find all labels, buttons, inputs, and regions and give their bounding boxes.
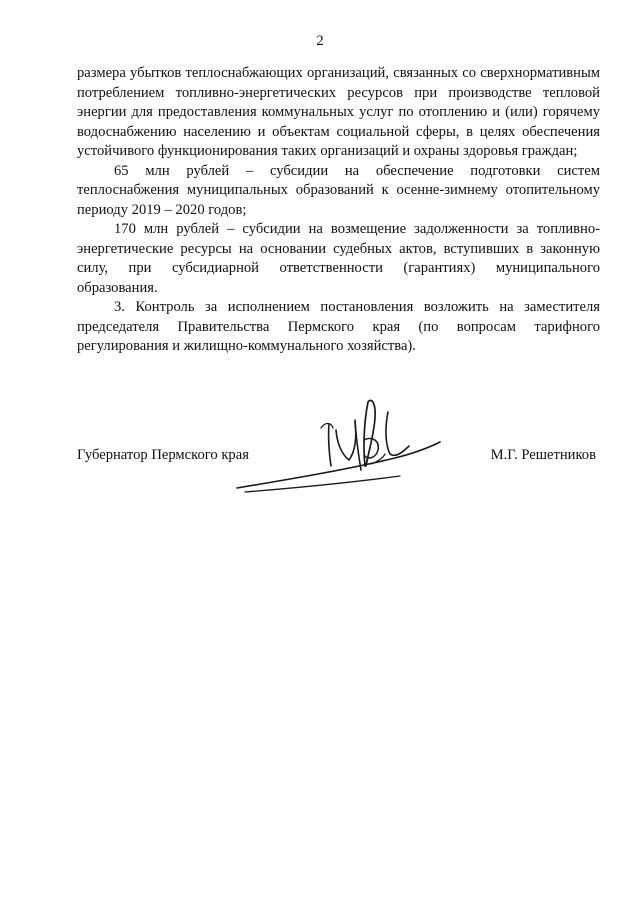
- signature-stroke: [336, 422, 356, 460]
- signer-title: Губернатор Пермского края: [77, 447, 249, 463]
- signature-stroke: [321, 424, 333, 429]
- handwritten-signature: [225, 392, 475, 502]
- paragraph-loss-compensation: размера убытков теплоснабжающих организаций, связанных со сверхнормативным потреблением топливно-энергетических ресурсов при производстве тепловой энергии для предоставления коммунальных услуг по отоплению и (или) горячему водоснабжению населению и объектам социальной сферы, в целях обеспечения устойчивого функционирования таких организаций и охраны здоровья граждан;: [77, 65, 600, 159]
- signer-name: М.Г. Решетников: [490, 447, 596, 463]
- signature-stroke: [355, 420, 361, 470]
- document-body: [77, 64, 600, 357]
- signature-stroke: [329, 424, 331, 466]
- signature-stroke: [245, 476, 400, 492]
- signature-stroke: [237, 442, 440, 488]
- page-number: 2: [316, 33, 324, 49]
- signature-stroke: [386, 412, 409, 455]
- paragraph-debt-compensation-subsidy: 170 млн рублей – субсидии на возмещение задолженности за топливно-энергетические ресурсы на основании судебных актов, вступивших в законную силу, при субсидиарной ответственности (гарантиях) муниципального образования.: [77, 221, 600, 296]
- paragraph-heating-preparation-subsidy: 65 млн рублей – субсидии на обеспечение подготовки систем теплоснабжения муниципальных образований к осенне-зимнему отопительному периоду 2019 – 2020 годов;: [77, 162, 600, 218]
- paragraph-control-clause: 3. Контроль за исполнением постановления возложить на заместителя председателя Правительства Пермского края (по вопросам тарифного регулирования и жилищно-коммунального хозяйства).: [77, 299, 600, 354]
